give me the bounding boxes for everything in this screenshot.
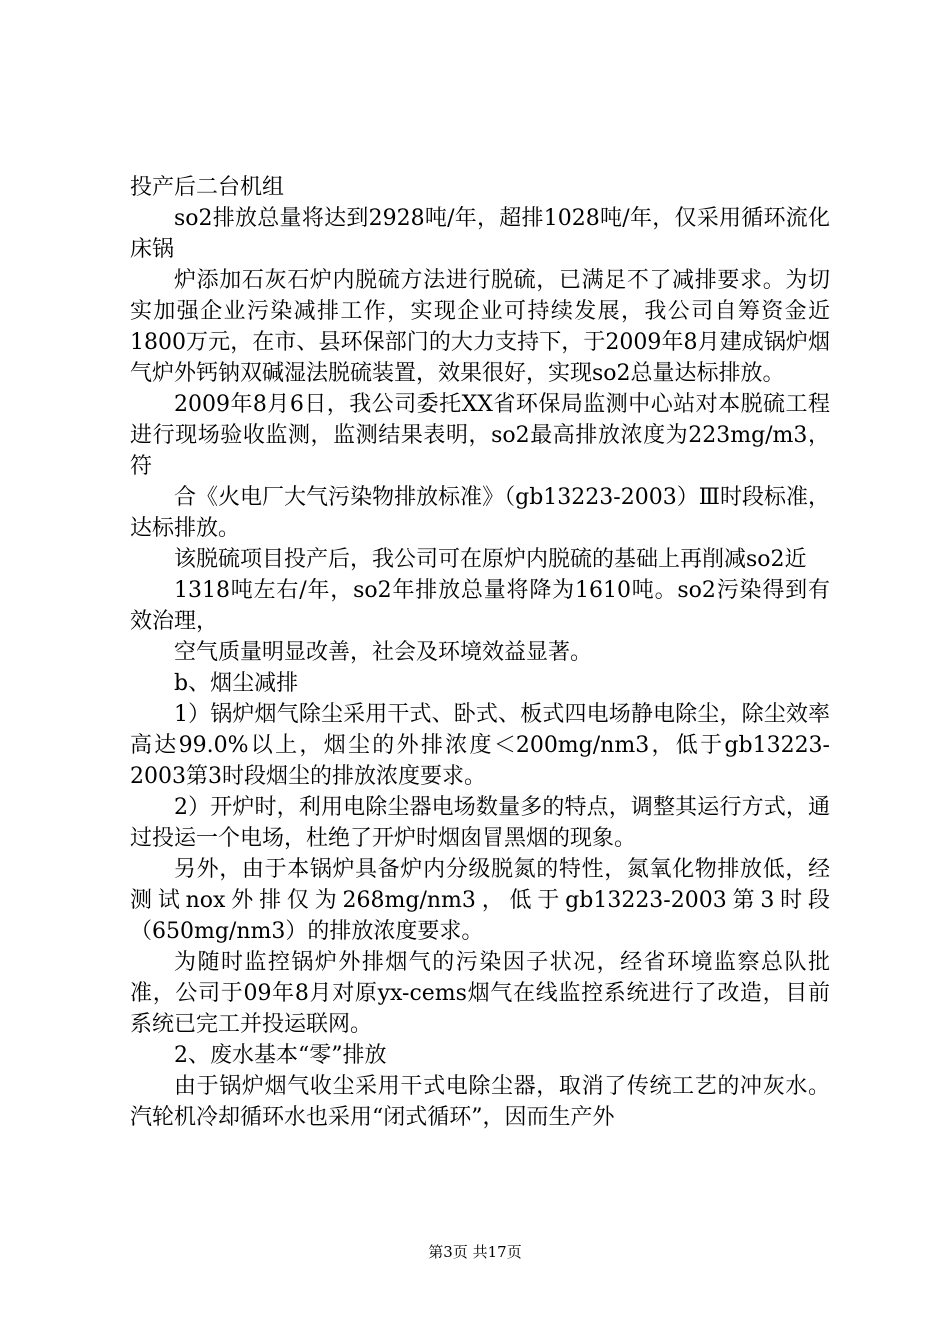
paragraph-15: 由于锅炉烟气收尘采用干式电除尘器，取消了传统工艺的冲灰水。汽轮机冷却循环水也采用“闭式循环”，因而生产外 (130, 1074, 830, 1130)
paragraph-1: 投产后二台机组 (130, 175, 285, 200)
paragraph-8: 空气质量明显改善，社会及环境效益显著。 (174, 640, 593, 665)
paragraph-13: 为随时监控锅炉外排烟气的污染因子状况，经省环境监察总队批准，公司于09年8月对原yx-cems烟气在线监控系统进行了改造，目前系统已完工并投运联网。 (130, 950, 830, 1037)
paragraph-6: 该脱硫项目投产后，我公司可在原炉内脱硫的基础上再削减so2近 (174, 547, 807, 572)
document-body (130, 172, 830, 1133)
paragraph-10: 1）锅炉烟气除尘采用干式、卧式、板式四电场静电除尘，除尘效率高达99.0%以上，烟尘的外排浓度＜200mg/nm3，低于gb13223-2003第3时段烟尘的排放浓度要求。 (130, 702, 830, 789)
paragraph-5: 合《火电厂大气污染物排放标准》（gb13223-2003）Ⅲ时段标准，达标排放。 (130, 485, 830, 541)
paragraph-7: 1318吨左右/年，so2年排放总量将降为1610吨。so2污染得到有效治理， (130, 578, 830, 634)
paragraph-2: so2排放总量将达到2928吨/年，超排1028吨/年，仅采用循环流化床锅 (130, 206, 830, 262)
paragraph-12: 另外，由于本锅炉具备炉内分级脱氮的特性，氮氧化物排放低，经测试nox外排仅为268mg/nm3，低于gb13223-2003第3时段（650mg/nm3）的排放浓度要求。 (130, 857, 830, 944)
section-heading-2: 2、废水基本“零”排放 (174, 1043, 387, 1068)
paragraph-4: 2009年8月6日，我公司委托XX省环保局监测中心站对本脱硫工程进行现场验收监测，监测结果表明，so2最高排放浓度为223mg/m3，符 (130, 392, 830, 479)
paragraph-11: 2）开炉时，利用电除尘器电场数量多的特点，调整其运行方式，通过投运一个电场，杜绝了开炉时烟囱冒黑烟的现象。 (130, 795, 830, 851)
section-heading-b: b、烟尘减排 (174, 671, 299, 696)
paragraph-3: 炉添加石灰石炉内脱硫方法进行脱硫，已满足不了减排要求。为切实加强企业污染减排工作，实现企业可持续发展，我公司自筹资金近1800万元，在市、县环保部门的大力支持下，于2009年8月建成锅炉烟气炉外钙钠双碱湿法脱硫装置，效果很好，实现so2总量达标排放。 (130, 268, 830, 386)
page-footer: 第3页 共17页 (428, 1243, 522, 1261)
